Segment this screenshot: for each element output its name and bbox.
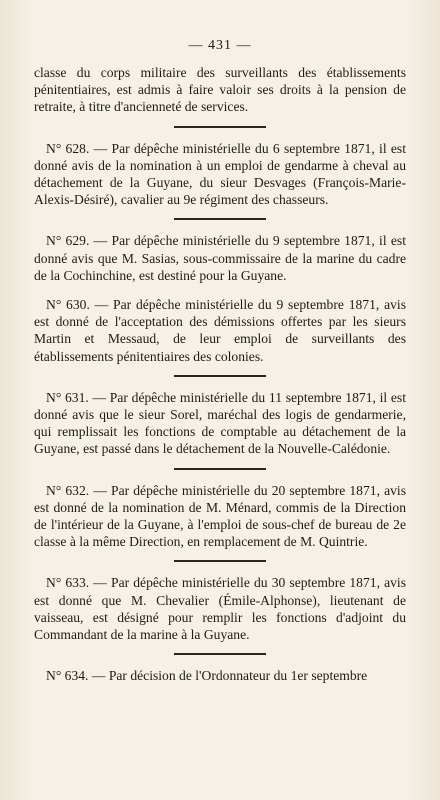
section-divider: [174, 126, 266, 128]
paragraph-n628: N° 628. — Par dépêche ministérielle du 6 septembre 1871, il est donné avis de la nomination à un emploi de gendarme à cheval au détachement de la Guyane, du sieur Desvages (François-Marie-Alexis-Désiré), cavalier au 9e régiment des chasseurs.: [34, 140, 406, 208]
paragraph-n634: N° 634. — Par décision de l'Ordonnateur du 1er septembre: [46, 668, 368, 684]
paragraph-n633: N° 633. — Par dépêche ministérielle du 30 septembre 1871, avis est donné que M. Chevalier (Émile-Alphonse), lieutenant de vaisseau, est désigné pour remplir les fonctions d'adjoint du Commandant de la marine à la Guyane.: [34, 575, 406, 643]
paragraph-n631: N° 631. — Par dépêche ministérielle du 11 septembre 1871, il est donné avis que le sieur Sorel, maréchal des logis de gendarmerie, qui remplissait les fonctions de comptable au détachement de la Guyane, est passé dans le détachement de la Nouvelle-Calédonie.: [34, 389, 406, 457]
section-divider: [174, 653, 266, 655]
section-divider: [174, 218, 266, 220]
section-divider: [174, 375, 266, 377]
paragraph-intro: classe du corps militaire des surveillants des établissements pénitentiaires, est admis à faire valoir ses droits à la pension de retraite, à titre d'ancienneté de services.: [34, 65, 406, 115]
paragraph-n632: N° 632. — Par dépêche ministérielle du 20 septembre 1871, avis est donné de la nomination de M. Ménard, commis de la Direction de l'intérieur de la Guyane, à l'emploi de sous-chef de bureau de 2e classe à la même Direction, en remplacement de M. Quintrie.: [34, 482, 406, 550]
page-number: — 431 —: [188, 38, 252, 53]
section-divider: [174, 560, 266, 562]
section-divider: [174, 468, 266, 470]
paragraph-n630: N° 630. — Par dépêche ministérielle du 9 septembre 1871, avis est donné de l'acceptation des démissions offertes par les sieurs Martin et Messaud, de leur emploi de surveillants des établissements pénitentiaires des colonies.: [34, 297, 406, 364]
paragraph-n629: N° 629. — Par dépêche ministérielle du 9 septembre 1871, il est donné avis que M. Sasias, sous-commissaire de la marine du cadre de la Cochinchine, est destiné pour la Guyane.: [34, 233, 406, 283]
paragraph-gap: [34, 284, 406, 296]
